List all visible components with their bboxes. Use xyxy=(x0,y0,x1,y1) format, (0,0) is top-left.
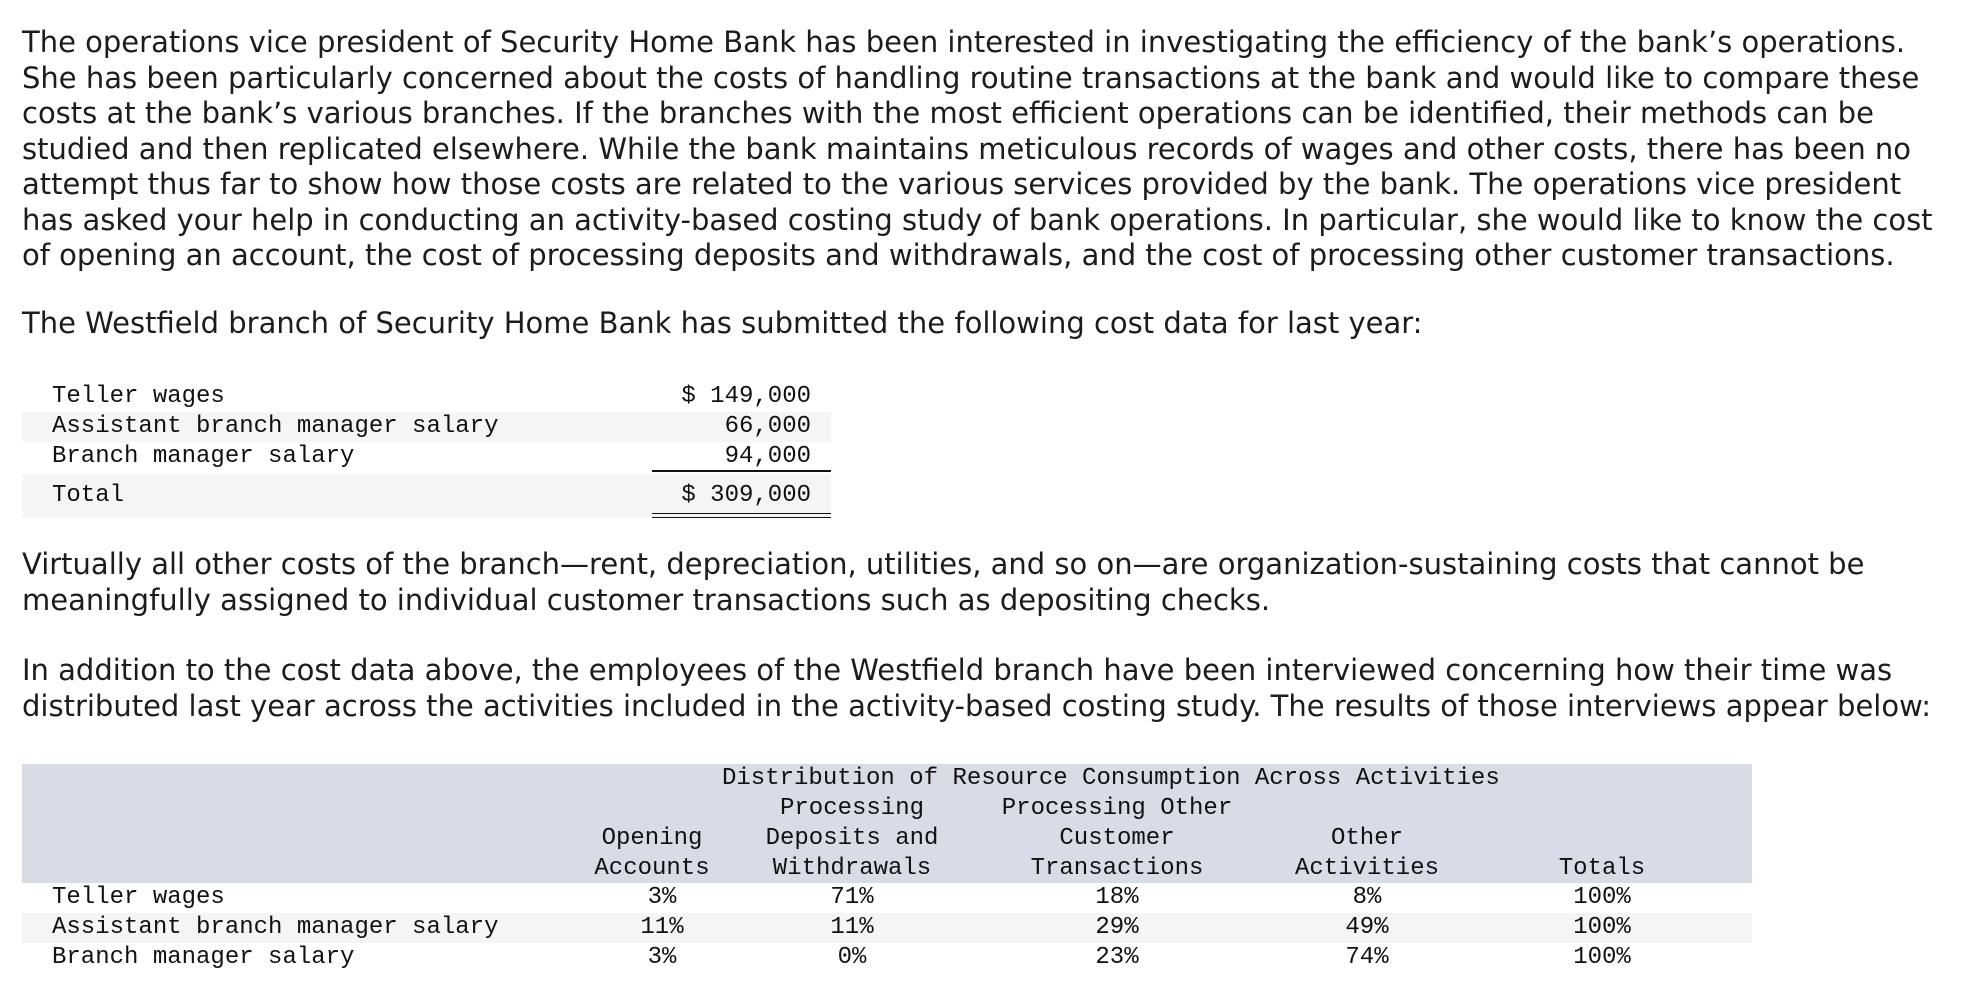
cost-total-amount: $ 309,000 xyxy=(681,482,811,509)
row-label: Teller wages xyxy=(52,884,225,911)
row-label: Assistant branch manager salary xyxy=(52,914,499,941)
cost-label: Teller wages xyxy=(52,383,225,410)
cell-opening-accounts: 3% xyxy=(647,944,677,971)
cost-amount: 66,000 xyxy=(724,413,811,440)
cell-processing-deposits: 0% xyxy=(837,944,867,971)
distribution-table-title: Distribution of Resource Consumption Across Activities xyxy=(722,765,1500,792)
westfield-paragraph: The Westfield branch of Security Home Bank has submitted the following cost data for last year: xyxy=(22,306,1423,340)
row-label: Branch manager salary xyxy=(52,944,355,971)
other-costs-paragraph: Virtually all other costs of the branch—rent, depreciation, utilities, and so on—are organization-sustaining costs that cannot be meaningfully assigned to individual customer transactions such as depositing checks. xyxy=(22,547,1865,617)
cell-opening-accounts: 11% xyxy=(640,914,684,941)
column-header-totals: Totals xyxy=(1558,855,1646,882)
cost-table xyxy=(22,382,831,518)
cell-processing-other: 23% xyxy=(1095,944,1139,971)
intro-paragraph: The operations vice president of Security Home Bank has been interested in investigating the efficiency of the bank’s operations. She has been particularly concerned about the costs of handling routine transactions at the bank and would like to compare these costs at the bank’s various branches. If the branches with the most efficient operations can be identified, their methods can be studied and then replicated elsewhere. While the bank maintains meticulous records of wages and other costs, there has been no attempt thus far to show how those costs are related to the various services provided by the bank. The operations vice president has asked your help in conducting an activity-based costing study of bank operations. In particular, she would like to know the cost of opening an account, the cost of processing deposits and withdrawals, and the cost of processing other customer transactions. xyxy=(22,25,1933,272)
cost-total-label: Total xyxy=(52,482,125,509)
cost-total-row xyxy=(22,474,831,518)
cost-amount: $ 149,000 xyxy=(681,383,811,410)
distribution-table-header xyxy=(22,764,1752,883)
interviews-paragraph: In addition to the cost data above, the employees of the Westfield branch have been interviewed concerning how their time was distributed last year across the activities included in the activity-based costing study. The results of those interviews appear below: xyxy=(22,653,1932,723)
cell-opening-accounts: 3% xyxy=(647,884,677,911)
column-header-opening-accounts: Opening Accounts xyxy=(594,825,710,882)
cell-totals: 100% xyxy=(1573,944,1631,971)
table-row xyxy=(22,883,1752,913)
cell-other-activities: 49% xyxy=(1345,914,1389,941)
cost-amount: 94,000 xyxy=(724,443,811,470)
distribution-table xyxy=(22,764,1752,973)
total-double-rule xyxy=(652,513,831,518)
subtotal-rule xyxy=(652,470,831,472)
cost-row xyxy=(22,382,831,412)
cell-totals: 100% xyxy=(1573,914,1631,941)
cell-totals: 100% xyxy=(1573,884,1631,911)
column-header-processing-deposits: Processing Deposits and Withdrawals xyxy=(765,795,939,882)
column-header-other-activities: Other Activities xyxy=(1294,825,1440,882)
table-row xyxy=(22,943,1752,973)
table-row xyxy=(22,913,1752,943)
column-header-processing-other: Processing Other Customer Transactions xyxy=(1001,795,1233,882)
cell-processing-deposits: 11% xyxy=(830,914,874,941)
cell-other-activities: 8% xyxy=(1352,884,1382,911)
cost-label: Assistant branch manager salary xyxy=(52,413,499,440)
cost-row xyxy=(22,442,831,472)
cell-other-activities: 74% xyxy=(1345,944,1389,971)
cell-processing-deposits: 71% xyxy=(830,884,874,911)
cost-row xyxy=(22,412,831,442)
cell-processing-other: 29% xyxy=(1095,914,1139,941)
cost-label: Branch manager salary xyxy=(52,443,355,470)
cell-processing-other: 18% xyxy=(1095,884,1139,911)
